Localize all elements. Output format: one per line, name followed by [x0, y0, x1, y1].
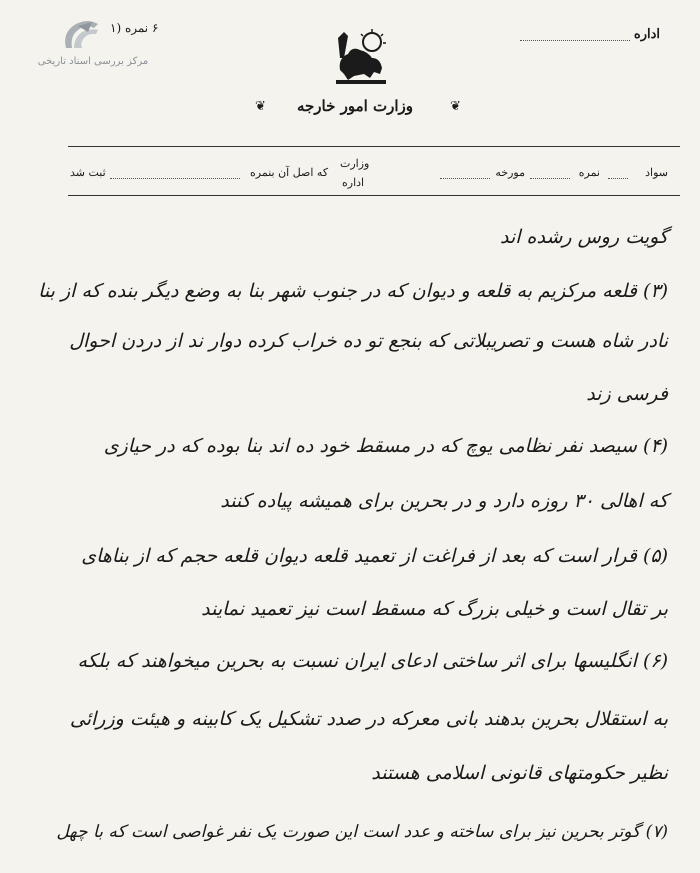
department-label: اداره: [633, 27, 660, 42]
ornament-left-icon: ❦: [255, 99, 266, 114]
ministry-field-label: وزارت: [340, 157, 370, 170]
body-line: که اهالی ۳۰ روزه دارد و در بحرین برای همیشه پیاده کنند: [220, 490, 668, 512]
body-line: نظیر حکومتهای قانونی اسلامی هستند: [371, 762, 668, 784]
office-field-label: اداره: [342, 176, 365, 189]
ornament-right-icon: ❦: [450, 99, 461, 114]
body-line: فرسی زند: [586, 383, 668, 405]
ministry-title: وزارت امور خارجه: [296, 97, 414, 115]
registered-label: ثبت شد: [70, 166, 106, 179]
body-line: (۶) انگلیسها برای اثر ساختی ادعای ایران نسبت به بحرین میخواهند که بلکه: [77, 650, 668, 672]
copy-label: سواد: [645, 166, 668, 179]
body-line: به استقلال بحرین بدهند بانی معرکه در صدد تشکیل یک کابینه و هیئت وزرائی: [69, 708, 668, 730]
date-field-label: مورخه: [495, 166, 525, 179]
body-line: بر تقال است و خیلی بزرگ که مسقط است نیز تعمید نمایند: [201, 598, 668, 620]
body-line: (۵) قرار است که بعد از فراغت از تعمید قلعه دیوان قلعه حجم که از بناهای: [81, 545, 668, 567]
letter-number-label: ۶ نمره (۱: [110, 21, 159, 35]
body-line: (۴) سیصد نفر نظامی یوچ که در مسقط خود ده اند بنا بوده که در حیازی: [103, 435, 668, 457]
body-line: (۳) قلعه مرکزیم به قلعه و دیوان که در جنوب شهر بنا به وضع دیگر بنده که از بنا: [38, 280, 668, 302]
body-line: گویت روس رشده اند: [499, 226, 668, 248]
archive-name: مرکز بررسی اسناد تاریخی: [37, 56, 149, 67]
number-field-label: نمره: [578, 166, 600, 179]
body-line: نادر شاه هست و تصریبلاتی که بنجع تو ده خراب کرده دوار ند از دردن احوال: [69, 330, 668, 352]
body-line: (۷) گوتر بحرین نیز برای ساخته و عدد است این صورت یک نفر غواصی است که با چهل: [56, 822, 668, 842]
original-number-label: که اصل آن بنمره: [250, 166, 329, 179]
